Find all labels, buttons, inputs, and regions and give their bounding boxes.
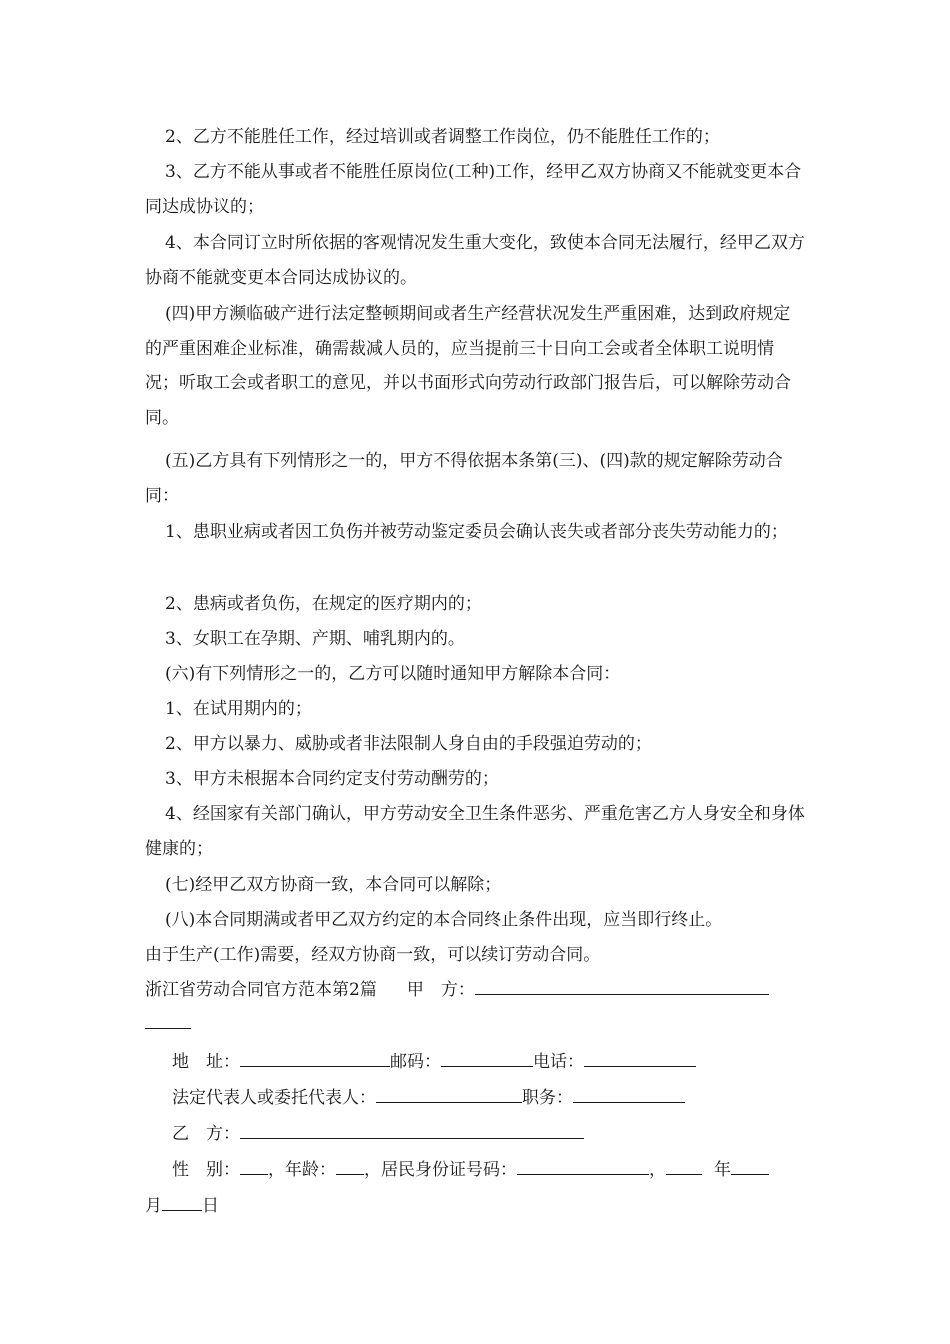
month-label: 月 xyxy=(145,1196,162,1216)
party-b-label: 乙 方： xyxy=(172,1124,240,1144)
age-blank xyxy=(336,1158,364,1175)
address-blank xyxy=(240,1050,390,1067)
position-label: 职务： xyxy=(522,1088,573,1108)
clause-paragraph: 3、乙方不能从事或者不能胜任原岗位(工种)工作，经甲乙双方协商又不能就变更本合同达成协议的； xyxy=(145,162,802,217)
day-blank xyxy=(162,1194,202,1211)
date-line xyxy=(145,1194,219,1218)
form-header-line xyxy=(145,978,769,1002)
month-blank xyxy=(731,1158,769,1175)
party-b-line xyxy=(172,1122,584,1146)
gender-blank xyxy=(240,1158,268,1175)
day-label: 日 xyxy=(202,1196,219,1216)
representative-blank xyxy=(376,1086,522,1103)
clause-paragraph: (六)有下列情形之一的，乙方可以随时通知甲方解除本合同： xyxy=(165,664,621,684)
section-title: 浙江省劳动合同官方范本第2篇 xyxy=(145,980,377,1000)
clause-paragraph: 1、患职业病或者因工负伤并被劳动鉴定委员会确认丧失或者部分丧失劳动能力的； xyxy=(165,522,788,542)
postcode-blank xyxy=(441,1050,533,1067)
age-label: ，年龄： xyxy=(268,1160,336,1180)
clause-paragraph: 2、甲方以暴力、威胁或者非法限制人身自由的手段强迫劳动的； xyxy=(165,734,652,754)
clause-paragraph: (四)甲方濒临破产进行法定整顿期间或者生产经营状况发生严重困难，达到政府规定的严重困难企业标准，确需裁减人员的，应当提前三十日向工会或者全体职工说明情况；听取工会或者职工的意见，并以书面形式向劳动行政部门报告后，可以解除劳动合同。 xyxy=(145,304,791,428)
party-b-blank xyxy=(240,1122,584,1139)
party-a-label: 甲 方： xyxy=(406,980,475,1000)
comma: ， xyxy=(649,1160,666,1180)
clause-paragraph: 3、甲方未根据本合同约定支付劳动酬劳的； xyxy=(165,769,499,789)
address-line xyxy=(172,1050,696,1074)
clause-paragraph: (八)本合同期满或者甲乙双方约定的本合同终止条件出现，应当即行终止。 xyxy=(165,910,723,930)
clause-paragraph: (七)经甲乙双方协商一致，本合同可以解除； xyxy=(165,875,502,895)
clause-paragraph: 4、经国家有关部门确认，甲方劳动安全卫生条件恶劣、严重危害乙方人身安全和身体健康的； xyxy=(145,804,805,859)
representative-line xyxy=(172,1086,685,1110)
year-blank xyxy=(666,1158,702,1175)
closing-line: 由于生产(工作)需要，经双方协商一致，可以续订劳动合同。 xyxy=(145,945,601,965)
party-a-blank xyxy=(475,978,769,995)
clause-paragraph: (五)乙方具有下列情形之一的，甲方不得依据本条第(三)、(四)款的规定解除劳动合同： xyxy=(145,451,783,506)
clause-paragraph: 2、乙方不能胜任工作，经过培训或者调整工作岗位，仍不能胜任工作的； xyxy=(165,127,720,147)
personal-info-line xyxy=(172,1158,769,1182)
representative-label: 法定代表人或委托代表人： xyxy=(172,1088,376,1108)
party-a-blank-continuation xyxy=(145,1012,191,1036)
clause-paragraph: 4、本合同订立时所依据的客观情况发生重大变化，致使本合同无法履行，经甲乙双方协商不能就变更本合同达成协议的。 xyxy=(145,233,805,288)
id-number-blank xyxy=(517,1158,649,1175)
clause-paragraph: 3、女职工在孕期、产期、哺乳期内的。 xyxy=(165,629,465,649)
id-label: ，居民身份证号码： xyxy=(364,1160,517,1180)
phone-blank xyxy=(584,1050,696,1067)
clause-paragraph: 2、患病或者负伤，在规定的医疗期内的； xyxy=(165,594,482,614)
clause-paragraph: 1、在试用期内的； xyxy=(165,699,312,719)
gender-label: 性 别： xyxy=(172,1160,240,1180)
position-blank xyxy=(573,1086,685,1103)
phone-label: 电话： xyxy=(533,1052,584,1072)
year-label: 年 xyxy=(714,1160,731,1180)
postcode-label: 邮码： xyxy=(390,1052,441,1072)
address-label: 地 址： xyxy=(172,1052,240,1072)
